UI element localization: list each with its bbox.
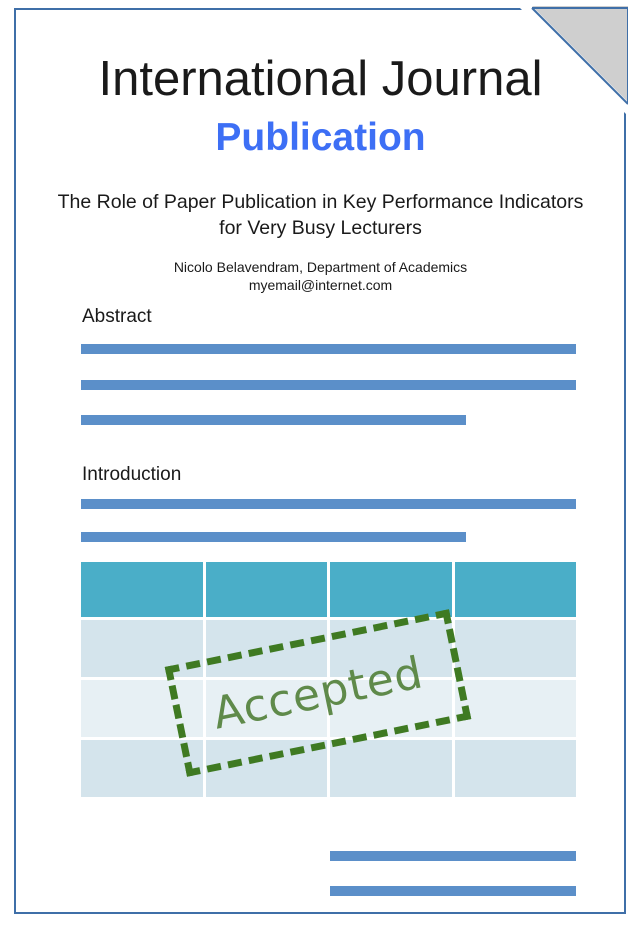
author-email: myemail@internet.com: [248, 277, 393, 294]
abstract-line-3: [81, 415, 466, 425]
table-cell: [455, 680, 577, 740]
accepted-stamp-label: Accepted: [208, 646, 428, 740]
footer-line-2: [330, 886, 576, 896]
introduction-line-2: [81, 532, 466, 542]
table-cell: [81, 562, 206, 620]
paper-title: The Role of Paper Publication in Key Performance Indicators for Very Busy Lecturers: [57, 191, 584, 239]
table-cell: [455, 620, 577, 680]
journal-subtitle: Publication: [215, 116, 426, 159]
introduction-line-1: [81, 499, 576, 509]
author-block: [50, 258, 591, 295]
table-cell: [330, 740, 455, 800]
section-heading-introduction: Introduction: [82, 464, 182, 485]
table-cell: [455, 740, 577, 800]
table-header-row: [81, 562, 576, 620]
author-name: Nicolo Belavendram, Department of Academics: [173, 259, 468, 275]
section-heading-abstract: Abstract: [82, 306, 152, 327]
table-cell: [206, 562, 331, 620]
abstract-line-1: [81, 344, 576, 354]
table-cell: [455, 562, 577, 620]
abstract-line-2: [81, 380, 576, 390]
table-body-row-3: [81, 740, 576, 800]
journal-title: International Journal: [98, 52, 543, 106]
footer-line-1: [330, 851, 576, 861]
